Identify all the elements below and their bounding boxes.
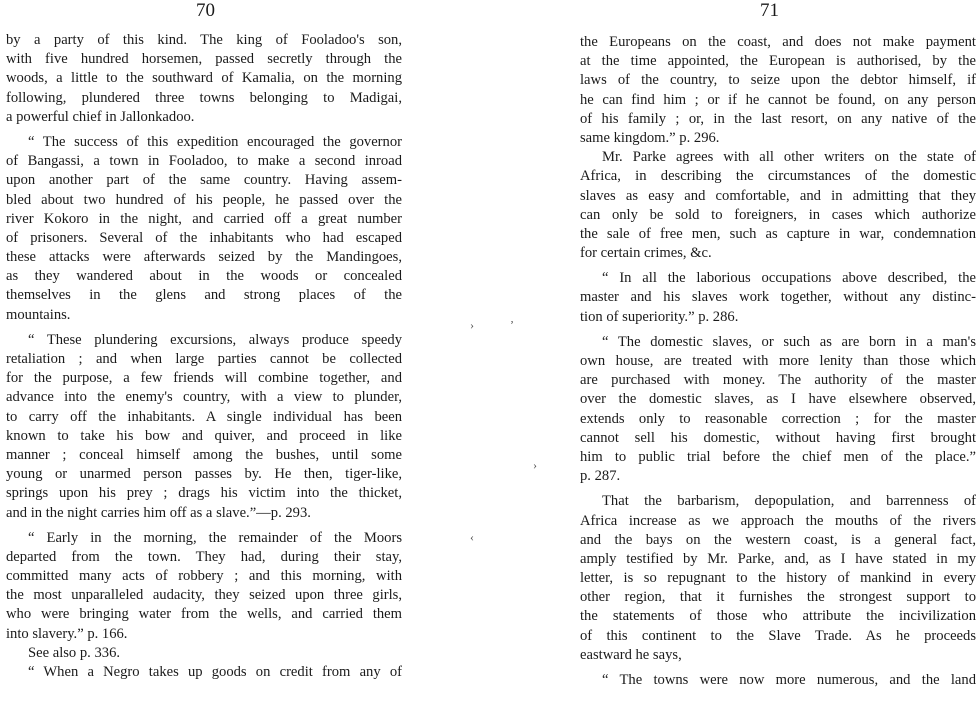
text-line: these attacks were afterwards seized by the Mandingoes, <box>6 249 402 266</box>
text-line: advance into the enemy's country, with a view to plunder, <box>6 389 402 406</box>
text-line: are purchased with money. The authority of the master <box>580 372 976 389</box>
text-line: he can find him ; or if he cannot be found, on any person <box>580 91 976 108</box>
text-line: manner ; conceal himself among the bushes, until some <box>6 446 402 463</box>
text-line: cannot sell his domestic, without having first brought <box>580 429 976 446</box>
text-line: for certain crimes, &c. <box>580 245 712 262</box>
right-page-text <box>580 33 976 690</box>
text-line: and the bays on the western coast, is a general fact, <box>580 531 976 548</box>
text-line: Africa, in describing the circumstances of the domestic <box>580 168 976 185</box>
gutter-mark: › <box>470 318 474 332</box>
text-line: as they wandered about in the woods or concealed <box>6 268 402 285</box>
text-line: themselves in the glens and strong places of the <box>6 287 402 304</box>
text-line: following, plundered three towns belonging to Madigai, <box>6 89 402 106</box>
text-line: river Kokoro in the night, and carried off a great number <box>6 210 402 227</box>
text-line: committed many acts of robbery ; and this morning, with <box>6 568 402 585</box>
text-line: for the purpose, a few friends will combine together, and <box>6 370 402 387</box>
text-line: other region, that it furnishes the strongest support to <box>580 589 976 606</box>
text-line: upon another part of the same country. Having assem- <box>6 172 402 189</box>
left-page-number: 70 <box>196 0 215 21</box>
left-page <box>0 0 418 703</box>
text-line: the most unparalleled audacity, they seized upon three girls, <box>6 587 402 604</box>
text-line: “ The domestic slaves, or such as are born in a man's <box>602 333 976 350</box>
text-line: the Europeans on the coast, and does not make payment <box>580 34 976 50</box>
text-line: woods, a little to the southward of Kamalia, on the morning <box>6 70 402 87</box>
text-line: springs upon his prey ; drags his victim into the thicket, <box>6 485 402 502</box>
text-line: by a party of this kind. The king of Fooladoo's son, <box>6 32 402 48</box>
text-line: with five hundred horsemen, passed secretly through the <box>6 51 402 68</box>
text-line: Africa increase as we approach the mouths of the rivers <box>580 512 976 529</box>
text-line: a powerful chief in Jallonkadoo. <box>6 108 195 125</box>
right-page-number: 71 <box>760 0 779 21</box>
text-line: p. 287. <box>580 468 621 485</box>
text-line: master and his slaves work together, without any distinc- <box>580 289 976 306</box>
text-line: own house, are treated with more lenity than those which <box>580 353 976 369</box>
text-line: eastward he says, <box>580 646 682 663</box>
text-line: “ When a Negro takes up goods on credit from any of <box>28 664 402 680</box>
text-line: same kingdom.” p. 296. <box>580 129 720 146</box>
text-line: of his family ; or, in the last resort, on any native of the <box>580 110 976 127</box>
text-line: “ In all the laborious occupations above described, the <box>602 270 976 287</box>
text-line: Mr. Parke agrees with all other writers on the state of <box>602 149 976 166</box>
text-line: of Bangassi, a town in Fooladoo, to make a second inroad <box>6 153 402 170</box>
text-line: retaliation ; and when large parties cannot be collected <box>6 351 402 367</box>
text-line: the statements of those who attribute the incivilization <box>580 608 976 625</box>
left-page-text <box>6 31 402 682</box>
gutter-mark: ʼ <box>510 318 514 332</box>
text-line: of prisoners. Several of the inhabitants who had escaped <box>6 229 402 246</box>
text-line: letter, is so repugnant to the history of mankind in every <box>580 570 976 587</box>
gutter-mark: ‹ <box>470 530 474 544</box>
text-line: over the domestic slaves, as I have elsewhere observed, <box>580 391 976 408</box>
text-line: laws of the country, to seize upon the debtor himself, if <box>580 72 976 89</box>
text-line: the sale of free men, such as capture in war, condemnation <box>580 225 976 242</box>
text-line: “ These plundering excursions, always produce speedy <box>28 331 402 348</box>
text-line: amply testified by Mr. Parke, and, as I have stated in my <box>580 550 976 567</box>
text-line: can only be sold to foreigners, in cases which authorize <box>580 206 976 223</box>
text-line: who were bringing water from the wells, and carried them <box>6 606 402 623</box>
gutter-mark: › <box>533 458 537 472</box>
right-page <box>570 0 980 703</box>
text-line: slaves as easy and comfortable, and in admitting that they <box>580 187 976 204</box>
text-line: into slavery.” p. 166. <box>6 625 128 642</box>
text-line: See also p. 336. <box>28 644 121 661</box>
text-line: and in the night carries him off as a slave.”—p. 293. <box>6 504 311 521</box>
text-line: departed from the town. They had, during their stay, <box>6 548 402 565</box>
text-line: at the time appointed, the European is authorised, by the <box>580 53 976 70</box>
text-line: That the barbarism, depopulation, and barrenness of <box>602 493 976 510</box>
text-line: “ The towns were now more numerous, and the land <box>602 672 976 688</box>
text-line: to carry off the inhabitants. A single individual has been <box>6 408 402 425</box>
text-line: “ Early in the morning, the remainder of the Moors <box>28 529 402 546</box>
text-line: known to take his bow and quiver, and proceed in like <box>6 427 402 444</box>
text-line: mountains. <box>6 306 71 323</box>
text-line: bled about two hundred of his people, he passed over the <box>6 191 402 208</box>
text-line: of this continent to the Slave Trade. As he proceeds <box>580 627 976 644</box>
text-line: extends only to reasonable correction ; for the master <box>580 410 976 427</box>
text-line: young or unarmed person passes by. He then, tiger-like, <box>6 466 402 483</box>
text-line: “ The success of this expedition encouraged the governor <box>28 133 402 150</box>
text-line: tion of superiority.” p. 286. <box>580 308 739 325</box>
text-line: him to public trial before the chief men of the place.” <box>580 448 976 465</box>
